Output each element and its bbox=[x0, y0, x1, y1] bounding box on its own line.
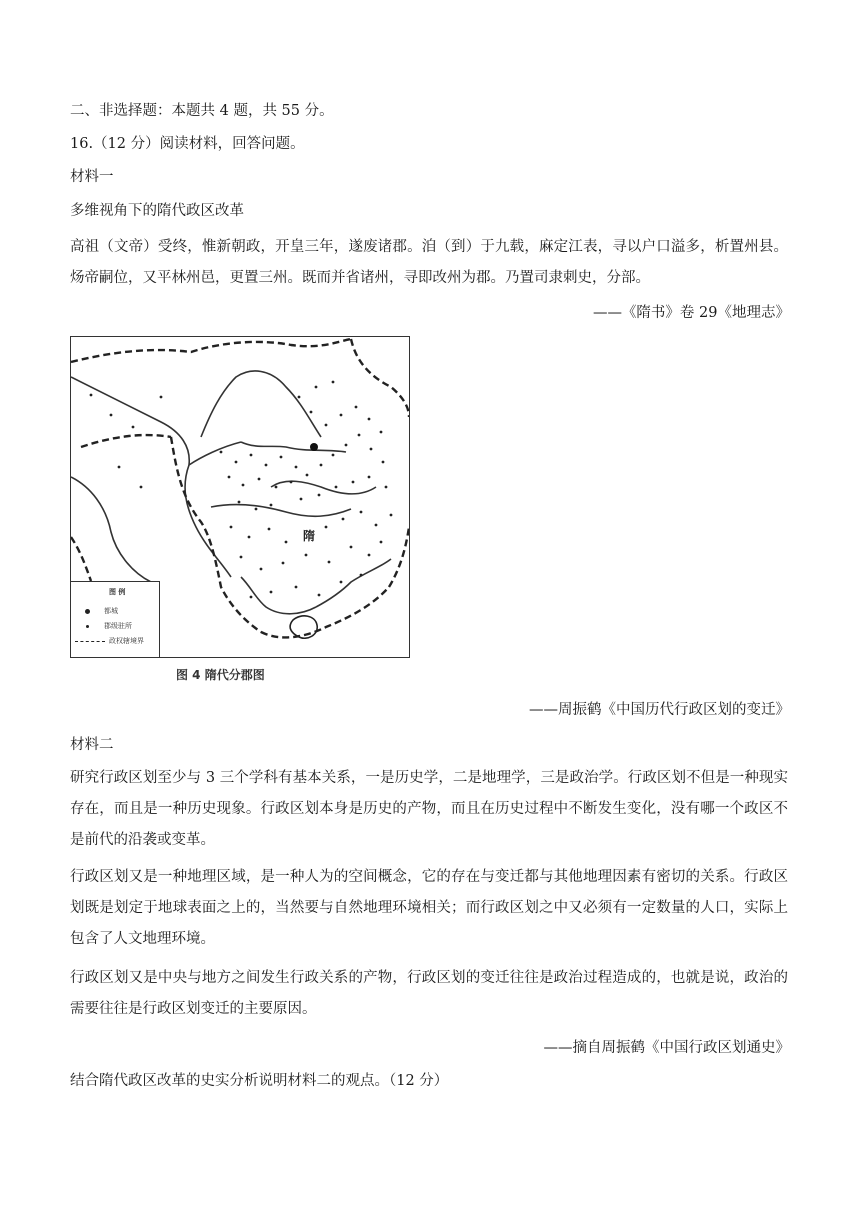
material2-paragraph-2: 行政区划又是一种地理区域，是一种人为的空间概念，它的存在与变迁都与其他地理因素有密切的关系。行政区划既是划定于地球表面之上的，当然要与自然地理环境相关；而行政区划之中又必须有一定数量的人口，实际上包含了人文地理环境。 bbox=[70, 869, 788, 947]
map-legend bbox=[71, 581, 160, 658]
sui-map-figure bbox=[70, 336, 412, 692]
section-heading: 二、非选择题：本题共 4 题，共 55 分。 bbox=[70, 103, 334, 119]
material1-label: 材料一 bbox=[70, 169, 114, 185]
legend-border-label: 政权辖境界 bbox=[109, 637, 144, 645]
legend-seat-row bbox=[85, 621, 132, 631]
map-region-label: 隋 bbox=[303, 529, 316, 543]
material1-title: 多维视角下的隋代政区改革 bbox=[70, 203, 244, 219]
material1-text: 高祖（文帝）受终，惟新朝政，开皇三年，遂废诸郡。洎（到）于九载，麻定江表，寻以户口溢多，析置州县。炀帝嗣位，又平林州邑，更置三州。既而并省诸州，寻即改州为郡。乃置司隶刺史，分部。 bbox=[70, 239, 788, 286]
map-caption: 图 4 隋代分郡图 bbox=[176, 668, 265, 682]
sui-map bbox=[70, 336, 410, 658]
capital-dot-icon bbox=[85, 609, 90, 614]
dashed-line-icon bbox=[75, 641, 105, 642]
legend-seat-label: 郡级驻所 bbox=[104, 622, 132, 630]
capital-marker bbox=[310, 443, 318, 451]
legend-border-row bbox=[75, 636, 144, 646]
legend-capital-row bbox=[85, 606, 118, 616]
legend-title: 图 例 bbox=[109, 588, 126, 596]
map-source: ——周振鹤《中国历代行政区划的变迁》 bbox=[529, 702, 790, 718]
legend-capital-label: 都城 bbox=[104, 607, 118, 615]
seat-dot-icon bbox=[86, 625, 89, 628]
material2-label: 材料二 bbox=[70, 737, 114, 753]
material2-paragraph-3: 行政区划又是中央与地方之间发生行政关系的产物，行政区划的变迁往往是政治过程造成的，也就是说，政治的需要往往是行政区划变迁的主要原因。 bbox=[70, 970, 788, 1017]
question-header: 16.（12 分）阅读材料，回答问题。 bbox=[70, 136, 305, 152]
material2-paragraph-1: 研究行政区划至少与 3 三个学科有基本关系，一是历史学，二是地理学，三是政治学。行政区划不但是一种现实存在，而且是一种历史现象。行政区划本身是历史的产物，而且在历史过程中不断发生变化，没有哪一个政区不是前代的沿袭或变革。 bbox=[70, 770, 788, 848]
material1-source: ——《隋书》卷 29《地理志》 bbox=[592, 305, 790, 321]
question-prompt: 结合隋代政区改革的史实分析说明材料二的观点。（12 分） bbox=[70, 1073, 449, 1089]
material2-source: ——摘自周振鹤《中国行政区划通史》 bbox=[543, 1040, 790, 1056]
